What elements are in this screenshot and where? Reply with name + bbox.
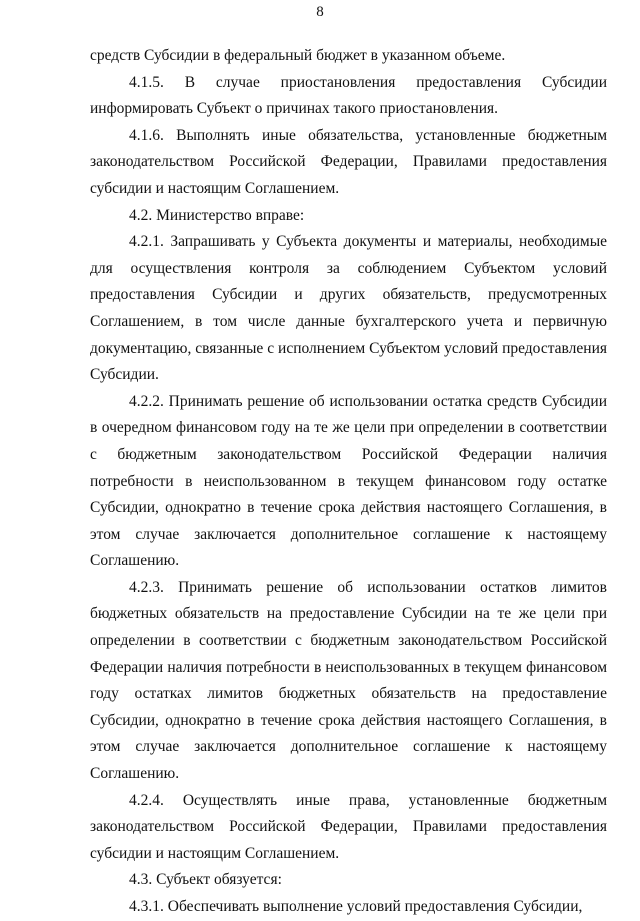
clause-4-3-heading: 4.3. Субъект обязуется: bbox=[129, 871, 282, 889]
clause-4-3-1: 4.3.1. Обеспечивать выполнение условий предоставления Субсидии, bbox=[129, 898, 583, 915]
clause-4-1-6: 4.1.6. Выполнять иные обязательства, установленные бюджетным законодательством Российской Федерации, Правилами предоставления субсидии и настоящим Соглашением. bbox=[90, 126, 607, 197]
clause-4-2-1: 4.2.1. Запрашивать у Субъекта документы и материалы, необходимые для осуществления контроля за соблюдением Субъектом условий предоставления Субсидии и других обязательств, предусмотренных Соглашением, в том числе данные бухгалтерского учета и первичную документацию, связанные с исполнением Субъектом условий предоставления Субсидии. bbox=[90, 233, 607, 384]
clause-4-2-heading: 4.2. Министерство вправе: bbox=[129, 206, 305, 224]
clause-4-2-2: 4.2.2. Принимать решение об использовании остатка средств Субсидии в очередном финансовом году на те же цели при определении в соответствии с бюджетным законодательством Российской Федерации наличия потребности в неиспользованном в текущем финансовом году остатке Субсидии, однократно в течение срока действия настоящего Соглашения, в этом случае заключается дополнительное соглашение к настоящему Соглашению. bbox=[90, 392, 607, 570]
page-number: 8 bbox=[316, 4, 324, 20]
paragraph-continuation: средств Субсидии в федеральный бюджет в указанном объеме. bbox=[90, 47, 506, 64]
clause-4-1-5: 4.1.5. В случае приостановления предоставления Субсидии информировать Субъект о причинах такого приостановления. bbox=[90, 73, 607, 118]
document-body bbox=[90, 43, 607, 921]
clause-4-2-3: 4.2.3. Принимать решение об использовании остатков лимитов бюджетных обязательств на предоставление Субсидии на те же цели при определении в соответствии с бюджетным законодательством Российской Федерации наличия потребности в неиспользованных в текущем финансовом году остатках лимитов бюджетных обязательств на предоставление Субсидии, однократно в течение срока действия настоящего Соглашения, в этом случае заключается дополнительное соглашение к настоящему Соглашению. bbox=[90, 578, 607, 783]
clause-4-2-4: 4.2.4. Осуществлять иные права, установленные бюджетным законодательством Российской Федерации, Правилами предоставления субсидии и настоящим Соглашением. bbox=[90, 791, 607, 862]
